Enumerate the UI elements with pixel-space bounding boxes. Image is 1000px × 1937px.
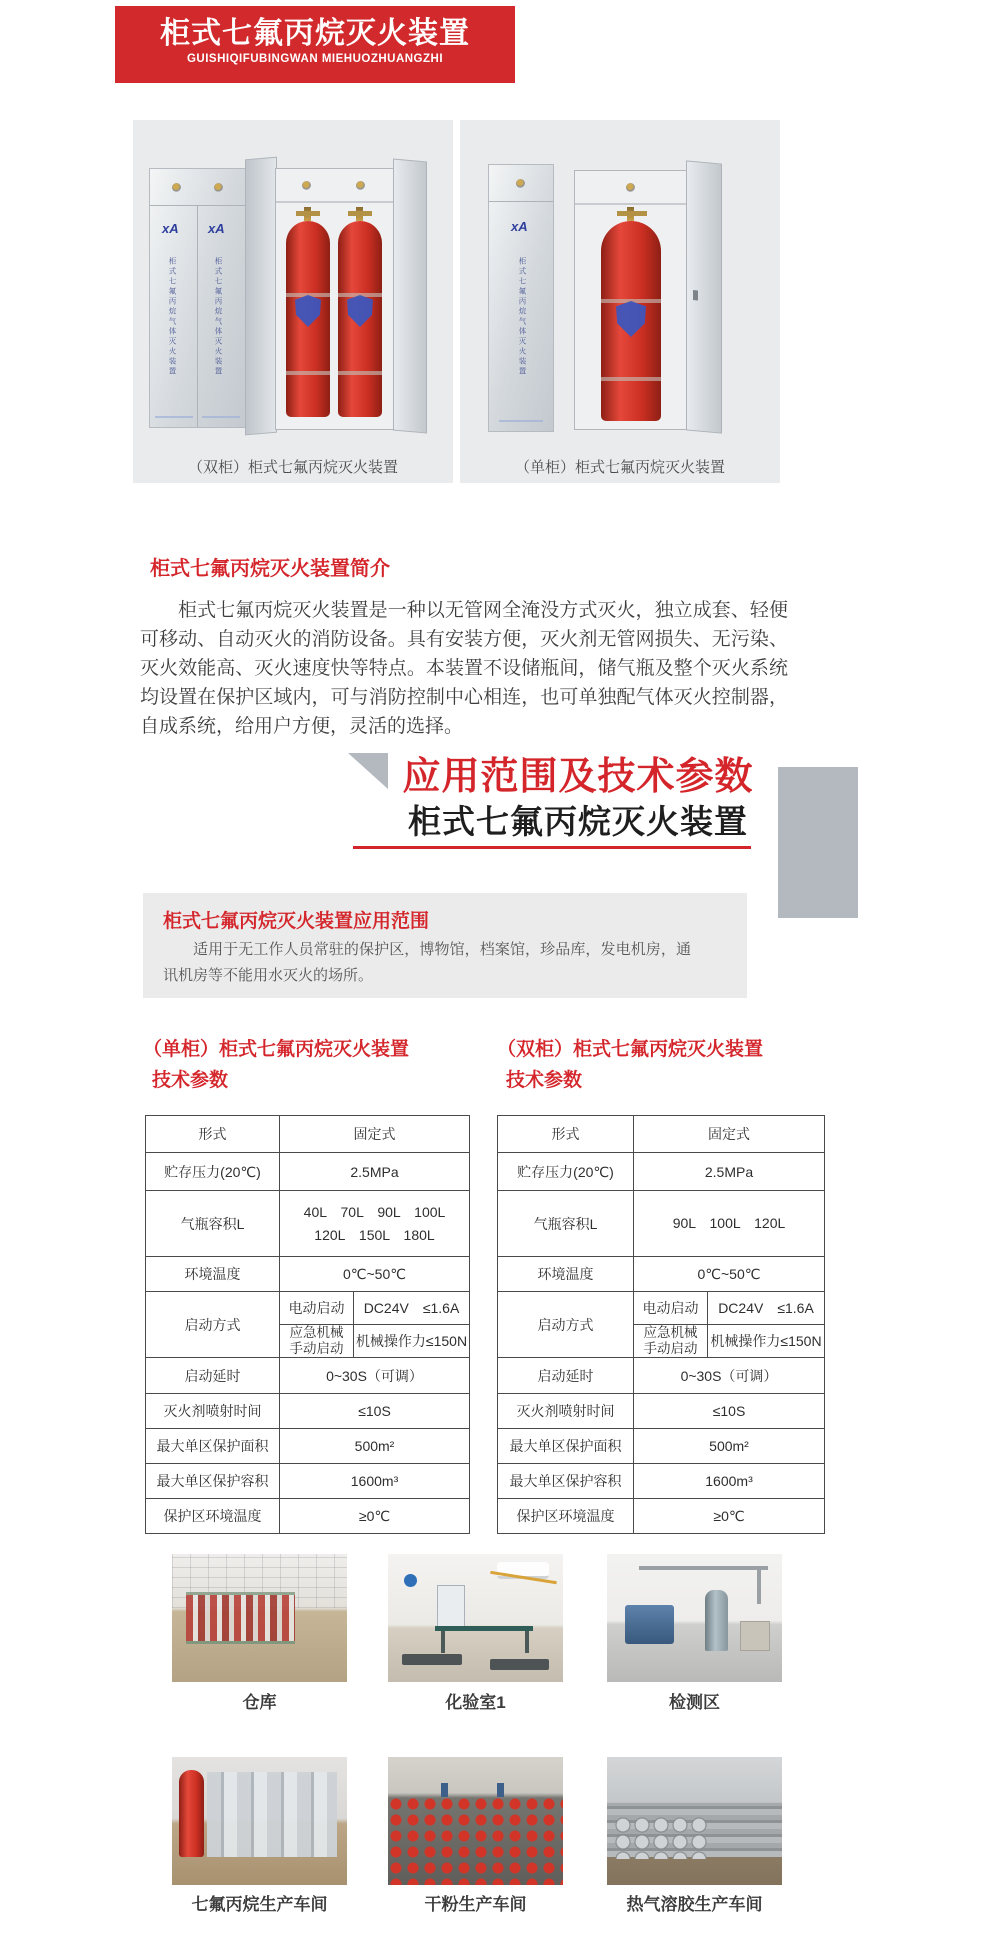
gray-block-decoration bbox=[778, 767, 858, 918]
spec-sub-value: 机械操作力≤150N bbox=[708, 1325, 825, 1358]
spec-row-value: 500m² bbox=[280, 1429, 470, 1464]
shield-label bbox=[347, 295, 373, 327]
interior-line bbox=[575, 203, 687, 205]
test-machine bbox=[625, 1605, 674, 1643]
spec-sub-label: 电动启动 bbox=[280, 1292, 354, 1325]
spec-row-value: ≥0℃ bbox=[634, 1499, 825, 1534]
spec-row-value: 500m² bbox=[634, 1429, 825, 1464]
manual-label-line2: 手动启动 bbox=[643, 1341, 698, 1356]
spec-row-label: 灭火剂喷射时间 bbox=[146, 1394, 280, 1429]
worker-figure bbox=[441, 1783, 448, 1797]
spec-row-label: 灭火剂喷射时间 bbox=[498, 1394, 634, 1429]
section-title-sub: 柜式七氟丙烷灭火装置 bbox=[408, 803, 748, 840]
photo-caption: 七氟丙烷生产车间 bbox=[191, 1895, 328, 1914]
volume-line1: 40L 70L 90L 100L bbox=[303, 1203, 446, 1220]
spec-table-single bbox=[145, 1115, 470, 1534]
intro-heading: 柜式七氟丙烷灭火装置简介 bbox=[150, 558, 390, 580]
spec-row-value: 0℃~50℃ bbox=[280, 1257, 470, 1292]
floor-mat bbox=[490, 1659, 550, 1671]
open-door-right bbox=[686, 160, 722, 433]
spec-row-value: 固定式 bbox=[634, 1116, 825, 1153]
spec-row-value: 1600m³ bbox=[634, 1464, 825, 1499]
spec-row-value: 2.5MPa bbox=[634, 1153, 825, 1191]
spec-row-label: 最大单区保护容积 bbox=[498, 1464, 634, 1499]
photo-dry-powder-workshop bbox=[388, 1757, 563, 1885]
photo-caption: 仓库 bbox=[242, 1693, 277, 1712]
spec-row-value: ≤10S bbox=[634, 1394, 825, 1429]
overhead-pipe bbox=[639, 1566, 769, 1570]
cabinet-label-vertical: 柜式七氟丙烷气体灭火装置 bbox=[214, 257, 223, 377]
spec-sub-value: DC24V ≤1.6A bbox=[708, 1292, 825, 1325]
vertical-pipe bbox=[757, 1566, 761, 1604]
shield-label bbox=[616, 301, 646, 337]
product-caption: （单柜）柜式七氟丙烷灭火装置 bbox=[514, 459, 725, 476]
red-underline bbox=[353, 846, 751, 849]
xa-logo: xA bbox=[208, 221, 225, 236]
page-title: 柜式七氟丙烷灭火装置 bbox=[160, 17, 470, 50]
manual-label-line2: 手动启动 bbox=[289, 1341, 344, 1356]
cabinet-row bbox=[207, 1772, 337, 1856]
cylinder-band bbox=[338, 371, 382, 375]
company-text-line bbox=[155, 416, 193, 418]
volume-line1: 90L 100L 120L bbox=[672, 1215, 786, 1231]
spec-row-value: 固定式 bbox=[280, 1116, 470, 1153]
photo-caption: 检测区 bbox=[669, 1693, 720, 1712]
spec-heading-single bbox=[143, 1034, 409, 1096]
application-box bbox=[143, 893, 747, 998]
xa-logo: xA bbox=[511, 219, 528, 234]
xa-logo: xA bbox=[162, 221, 179, 236]
door-handle bbox=[693, 290, 698, 300]
spec-row-label: 形式 bbox=[146, 1116, 280, 1153]
door-divider bbox=[197, 206, 198, 427]
spec-table-double bbox=[497, 1115, 825, 1534]
spec-row-label: 贮存压力(20℃) bbox=[498, 1153, 634, 1191]
photo-warehouse bbox=[172, 1554, 347, 1682]
photo-aerosol-workshop bbox=[607, 1757, 782, 1885]
application-heading: 柜式七氟丙烷灭火装置应用范围 bbox=[163, 911, 430, 932]
spec-row-label: 气瓶容积L bbox=[146, 1191, 280, 1257]
section-title-main: 应用范围及技术参数 bbox=[402, 756, 754, 798]
manual-label-line1: 应急机械 bbox=[289, 1325, 344, 1340]
spec-heading-line1: （单柜）柜式七氟丙烷灭火装置 bbox=[143, 1039, 410, 1060]
lock-icon bbox=[516, 179, 525, 188]
spec-heading-line2: 技术参数 bbox=[152, 1070, 229, 1091]
photo-caption: 热气溶胶生产车间 bbox=[626, 1895, 763, 1914]
spec-row-label: 最大单区保护面积 bbox=[498, 1429, 634, 1464]
lock-icon bbox=[302, 181, 311, 190]
cylinder-valve-arm bbox=[348, 211, 372, 216]
spec-row-label: 环境温度 bbox=[146, 1257, 280, 1292]
spec-row-value bbox=[634, 1191, 825, 1257]
lock-icon bbox=[214, 183, 223, 192]
photo-caption: 化验室1 bbox=[445, 1693, 506, 1712]
shield-label bbox=[295, 295, 321, 327]
spec-row-value: 2.5MPa bbox=[280, 1153, 470, 1191]
spec-row-label: 形式 bbox=[498, 1116, 634, 1153]
photo-caption: 干粉生产车间 bbox=[424, 1895, 527, 1914]
manual-label-line1: 应急机械 bbox=[643, 1325, 698, 1340]
lab-table bbox=[435, 1626, 533, 1631]
extinguisher-rows bbox=[388, 1798, 563, 1885]
spec-row-label: 气瓶容积L bbox=[498, 1191, 634, 1257]
interior-line bbox=[276, 201, 394, 203]
spec-row-label: 启动延时 bbox=[146, 1358, 280, 1394]
spec-sub-label: 电动启动 bbox=[634, 1292, 708, 1325]
spec-row-label: 保护区环境温度 bbox=[146, 1499, 280, 1534]
spec-row-label: 贮存压力(20℃) bbox=[146, 1153, 280, 1191]
application-body: 适用于无工作人员常驻的保护区，博物馆，档案馆，珍品库，发电机房，通讯机房等不能用水灭火的场所。 bbox=[163, 941, 691, 984]
floor-mat bbox=[402, 1654, 462, 1666]
spec-row-label: 保护区环境温度 bbox=[498, 1499, 634, 1534]
spec-heading-double bbox=[497, 1034, 763, 1096]
spec-row-value: 1600m³ bbox=[280, 1464, 470, 1499]
cabinet-label-vertical: 柜式七氟丙烷气体灭火装置 bbox=[168, 257, 177, 377]
cabinet-seam bbox=[150, 205, 246, 206]
volume-line2: 120L 150L 180L bbox=[314, 1226, 435, 1243]
spec-row-value: ≥0℃ bbox=[280, 1499, 470, 1534]
spec-heading-line2: 技术参数 bbox=[506, 1070, 583, 1091]
cylinder-band bbox=[601, 377, 661, 381]
table-leg bbox=[525, 1631, 529, 1653]
cylinder-valve-arm bbox=[296, 211, 320, 216]
lock-icon bbox=[356, 181, 365, 190]
cabinet-seam bbox=[489, 201, 553, 202]
triangle-decoration-icon bbox=[348, 753, 388, 789]
lock-icon bbox=[172, 183, 181, 192]
spec-row-value: ≤10S bbox=[280, 1394, 470, 1429]
title-banner bbox=[115, 6, 515, 83]
product-card-single bbox=[460, 120, 780, 483]
spec-row-value bbox=[280, 1191, 470, 1257]
open-door-right bbox=[393, 159, 427, 434]
photo-hfc-workshop bbox=[172, 1757, 347, 1885]
table-leg bbox=[441, 1631, 445, 1653]
photo-lab bbox=[388, 1554, 563, 1682]
spec-row-value: 0~30S（可调） bbox=[280, 1358, 470, 1394]
spec-heading-line1: （双柜）柜式七氟丙烷灭火装置 bbox=[497, 1039, 764, 1060]
lab-cabinet bbox=[437, 1585, 465, 1631]
company-text-line bbox=[499, 420, 543, 422]
cylinder-valve-arm bbox=[617, 211, 647, 216]
cabinet-label-vertical: 柜式七氟丙烷气体灭火装置 bbox=[518, 257, 527, 377]
cabinet-closed-double bbox=[149, 168, 247, 428]
open-door-left bbox=[245, 157, 277, 436]
company-text-line bbox=[202, 416, 240, 418]
test-cylinder bbox=[705, 1590, 728, 1651]
canister-group bbox=[614, 1816, 710, 1860]
worker-figure bbox=[497, 1783, 504, 1797]
spec-row-value: 0~30S（可调） bbox=[634, 1358, 825, 1394]
gas-cylinder bbox=[338, 221, 382, 417]
spec-row-label: 最大单区保护容积 bbox=[146, 1464, 280, 1499]
spec-row-label: 启动延时 bbox=[498, 1358, 634, 1394]
spec-row-label: 启动方式 bbox=[146, 1292, 280, 1358]
spec-row-label: 最大单区保护面积 bbox=[146, 1429, 280, 1464]
photo-testing-area bbox=[607, 1554, 782, 1682]
test-box bbox=[740, 1621, 770, 1651]
product-caption: （双柜）柜式七氟丙烷灭火装置 bbox=[187, 459, 398, 476]
red-cylinder bbox=[179, 1770, 204, 1857]
product-card-double bbox=[133, 120, 453, 483]
spec-row-label: 环境温度 bbox=[498, 1257, 634, 1292]
cylinder-band bbox=[286, 371, 330, 375]
spec-sub-value: DC24V ≤1.6A bbox=[354, 1292, 470, 1325]
lock-icon bbox=[626, 183, 635, 192]
wall-logo bbox=[404, 1574, 417, 1587]
page-title-pinyin: GUISHIQIFUBINGWAN MIEHUOZHUANGZHI bbox=[186, 53, 444, 65]
gas-cylinder bbox=[286, 221, 330, 417]
spec-sub-label bbox=[634, 1325, 708, 1358]
spec-sub-label bbox=[280, 1325, 354, 1358]
gas-cylinder bbox=[601, 221, 661, 421]
storage-rack bbox=[186, 1592, 295, 1644]
spec-row-value: 0℃~50℃ bbox=[634, 1257, 825, 1292]
spec-sub-value: 机械操作力≤150N bbox=[354, 1325, 470, 1358]
cabinet-open-single bbox=[574, 170, 688, 430]
intro-paragraph: 柜式七氟丙烷灭火装置是一种以无管网全淹没方式灭火，独立成套、轻便可移动、自动灭火的消防设备。具有安装方便，灭火剂无管网损失、无污染、灭火效能高、灭火速度快等特点。本装置不设储瓶间，储气瓶及整个灭火系统均设置在保护区域内，可与消防控制中心相连，也可单独配气体灭火控制器，自成系统，给用户方便，灵活的选择。 bbox=[140, 600, 788, 737]
cabinet-open-double bbox=[275, 168, 395, 430]
cabinet-closed-single bbox=[488, 164, 554, 432]
spec-row-label: 启动方式 bbox=[498, 1292, 634, 1358]
